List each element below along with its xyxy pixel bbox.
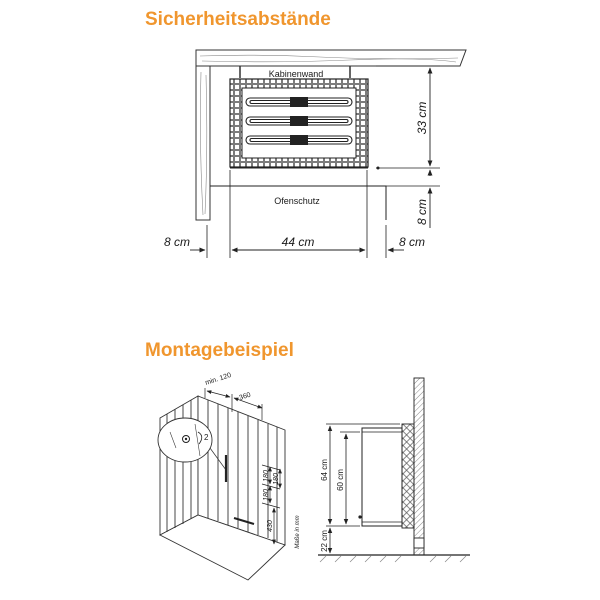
section-title-mounting-example: Montagebeispiel [145, 340, 294, 361]
height-64-label: 64 cm [320, 459, 329, 481]
dim-360-label: 360 [238, 391, 252, 402]
heater-width-label: 44 cm [281, 235, 315, 249]
detail-number-label: 2 [204, 433, 209, 442]
min-120-label: min. 120 [204, 371, 233, 387]
heater-guard-label: Ofenschutz [274, 196, 320, 206]
dim-430-label: 430 [267, 520, 274, 532]
right-clearance-label: 8 cm [398, 235, 426, 249]
dim-180-b-label: 180 [263, 489, 270, 501]
height-60-label: 60 cm [336, 469, 345, 491]
bottom-clearance-label: 8 cm [415, 198, 429, 226]
section-title-safety-distances: Sicherheitsabstände [145, 9, 331, 30]
dim-180-a-label: 180 [263, 470, 270, 482]
cabin-wall-label: Kabinenwand [268, 69, 324, 79]
height-22-label: 22 cm [320, 530, 329, 552]
left-clearance-label: 8 cm [163, 235, 191, 249]
top-clearance-label: 33 cm [415, 101, 429, 135]
unit-note-label: Maße in mm [295, 515, 301, 549]
dim-180-c-label: 180 [273, 473, 280, 485]
